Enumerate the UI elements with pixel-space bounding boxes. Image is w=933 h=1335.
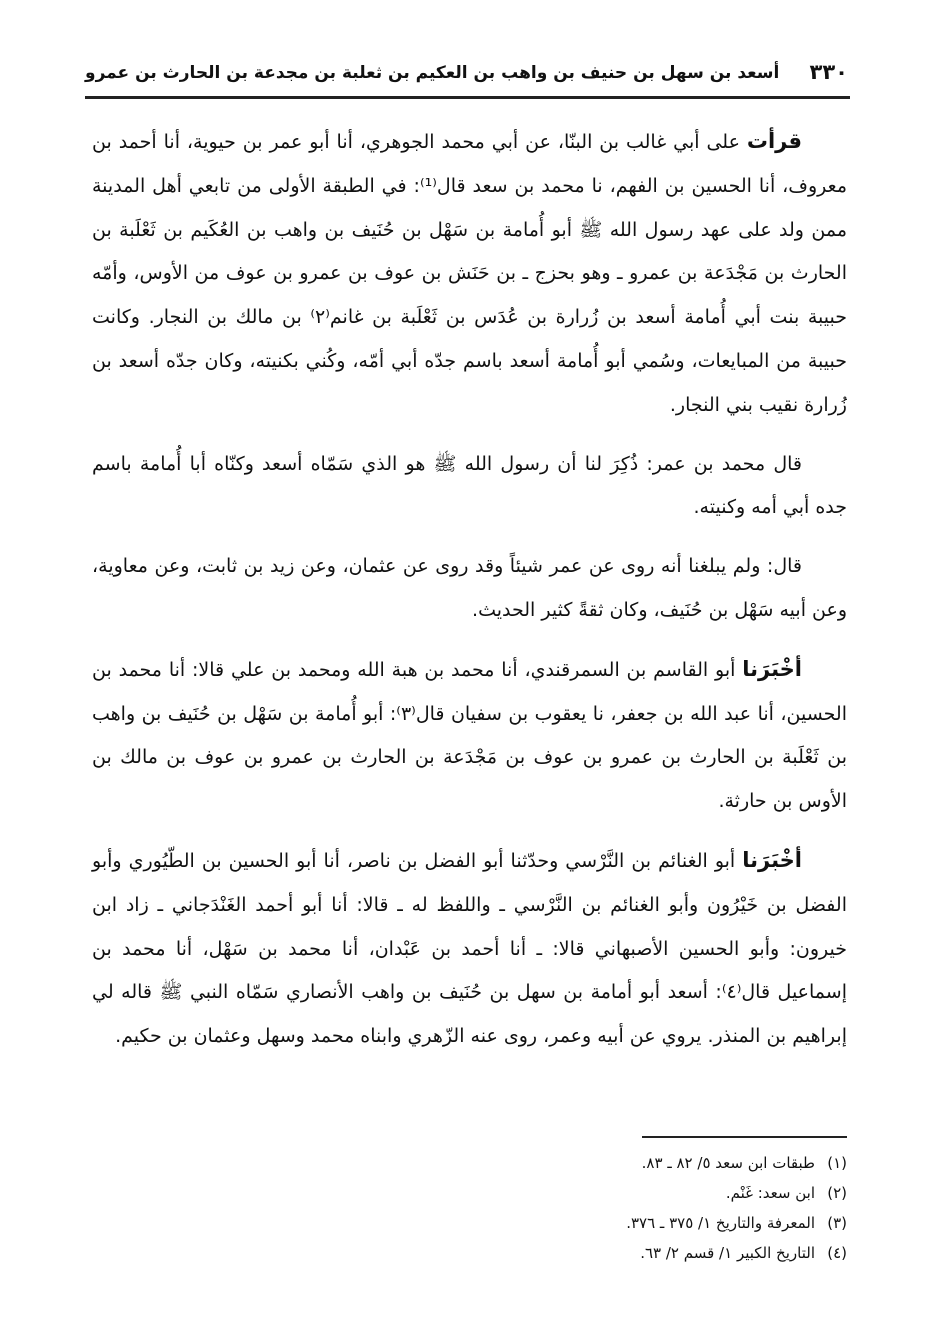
paragraph-text: على أبي غالب بن البنّا، عن أبي محمد الجوهري، أنا أبو عمر بن حيوية، أنا أحمد بن معروف، أنا الحسين بن الفهم، نا محمد بن سعد قال⁽¹⁾: في الطبقة الأولى من تابعي أهل المدينة ممن ولد على عهد رسول الله ﷺ أبو أُمامة بن سَهْل بن حُنَيف بن واهب بن العُكَيم بن ثَعْلَبة بن الحارث بن مَجْدَعة بن عمرو ـ وهو بحزج ـ بن حَنَش بن عوف بن عمرو بن عوف من الأوس، وأمّه حبيبة بنت أبي أُمامة أسعد بن زُرارة بن عُدَس بن ثَعْلَبة بن غانم⁽٢⁾ بن مالك بن النجار. وكانت حبيبة من المبايعات، وسُمي أبو أُمامة أسعد باسم جدّه أبي أمّه، وكُني بكنيته، وكان جدّه أسعد بن زُرارة نقيب بني النجار. xyxy=(92,131,847,416)
page-number: ٣٣٠ xyxy=(809,60,848,84)
footnote-number: (٤) xyxy=(827,1244,847,1262)
paragraph xyxy=(92,839,847,1059)
paragraph xyxy=(92,443,847,531)
footnote-item xyxy=(92,1238,847,1268)
paragraph-text: أبو الغنائم بن النَّرْسي وحدّثنا أبو الفضل بن ناصر، أنا أبو الحسين بن الطّيُوري وأبو الفضل بن خَيْرُون وأبو الغنائم بن النَّرْسي ـ واللفظ له ـ قالا: أنا أبو أحمد الغَنْدَجاني ـ زاد ابن خيرون: وأبو الحسين الأصبهاني قالا: ـ أنا أحمد بن عَبْدان، أنا محمد بن سَهْل، أنا محمد بن إسماعيل قال⁽٤⁾: أسعد أبو أمامة بن سهل بن حُنَيف بن واهب الأنصاري سَمّاه النبي ﷺ قاله لي إبراهيم بن المنذر. يروي عن أبيه وعمر، روى عنه الزّهري وابناه محمد وسهل وعثمان بن حكيم. xyxy=(92,849,847,1048)
footnote-item xyxy=(92,1148,847,1178)
paragraph xyxy=(92,120,847,428)
paragraph xyxy=(92,648,847,824)
footnote-list xyxy=(92,1148,847,1268)
footnote-number: (٢) xyxy=(827,1184,847,1202)
page-header xyxy=(85,58,850,99)
footnote-text: طبقات ابن سعد ٥/ ٨٢ ـ ٨٣. xyxy=(641,1154,815,1172)
footnote-number: (١) xyxy=(827,1154,847,1172)
footnote-text: ابن سعد: غَنْم. xyxy=(725,1184,815,1202)
footnote-item xyxy=(92,1208,847,1238)
paragraph-text: أبو القاسم بن السمرقندي، أنا محمد بن هبة الله ومحمد بن علي قالا: أنا محمد بن الحسين، أنا عبد الله بن جعفر، نا يعقوب بن سفيان قال⁽٣⁾: أبو أُمامة بن سَهْل بن حُنَيف بن واهب بن ثَعْلَبة بن الحارث بن عمرو بن عوف بن مَجْدَعة بن الحارث بن عمرو بن عوف بن مالك بن الأوس بن حارثة. xyxy=(92,658,847,813)
paragraph-lead-word: قرأت xyxy=(746,129,802,153)
footnote-item xyxy=(92,1178,847,1208)
footnote-divider xyxy=(642,1136,847,1138)
paragraph-lead-word: أخْبَرَنا xyxy=(742,847,802,872)
paragraph-lead-word: أخْبَرَنا xyxy=(742,656,802,681)
paragraph-text: قال: ولم يبلغنا أنه روى عن عمر شيئاً وقد روى عن عثمان، وعن زيد بن ثابت، وعن معاوية، وعن أبيه سَهْل بن حُنَيف، وكان ثقةً كثير الحديث. xyxy=(92,555,847,621)
paragraph-text: قال محمد بن عمر: ذُكِرَ لنا أن رسول الله ﷺ هو الذي سَمّاه أسعد وكنّاه أبا أُمامة باسم جده أبي أمه وكنيته. xyxy=(92,452,847,519)
paragraph xyxy=(92,545,847,633)
footnotes xyxy=(92,1136,847,1268)
footnote-number: (٣) xyxy=(827,1214,847,1232)
footnote-text: المعرفة والتاريخ ١/ ٣٧٥ ـ ٣٧٦. xyxy=(626,1214,815,1232)
running-title: أسعد بن سهل بن حنيف بن واهب بن العكيم بن ثعلبة بن مجدعة بن الحارث بن عمرو xyxy=(85,63,780,83)
main-text xyxy=(92,120,847,1074)
footnote-text: التاريخ الكبير ١/ قسم ٢/ ٦٣. xyxy=(640,1244,815,1262)
